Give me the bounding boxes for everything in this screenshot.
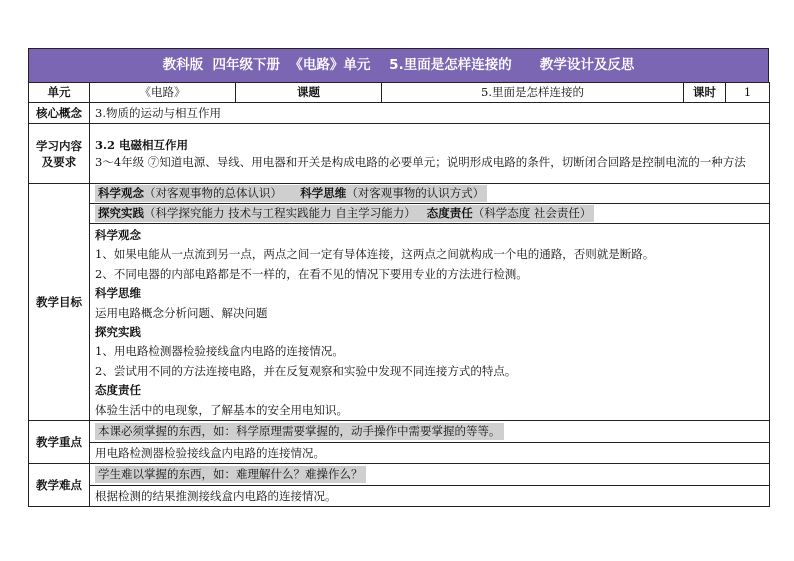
header-science-concept-desc: （对客观事物的总体认识） <box>144 186 282 200</box>
header-inquiry-practice-desc: （科学探究能力 技术与工程实践能力 自主学习能力） <box>144 206 416 220</box>
goals-label: 教学目标 <box>29 184 90 421</box>
lesson-plan-table <box>28 82 770 507</box>
header-science-thinking-desc: （对客观事物的认识方式） <box>346 186 485 200</box>
difficulties-hint-cell <box>90 464 770 486</box>
goals-header-1-highlight <box>95 185 487 202</box>
key-points-value: 用电路检测器检验接线盒内电路的连接情况。 <box>90 443 770 464</box>
requirements-label-line-1: 学习内容 <box>36 138 82 153</box>
unit-value: 《电路》 <box>90 83 236 103</box>
goal-section-title-attitude: 态度责任 <box>95 383 141 398</box>
goal-attitude-item-1: 体验生活中的电现象，了解基本的安全用电知识。 <box>95 402 348 417</box>
goal-section-title-concept: 科学观念 <box>95 228 141 242</box>
difficulties-value-row <box>29 486 770 507</box>
requirements-label-line-2: 及要求 <box>41 154 77 169</box>
goal-concept-item-1: 1、如果电能从一点流到另一点，两点之间一定有导体连接，这两点之间就构成一个电的通路，否则就是断路。 <box>95 247 655 262</box>
header-inquiry-practice: 探究实践 <box>98 206 144 220</box>
key-points-hint: 本课必须掌握的东西，如：科学原理需要掌握的，动手操作中需要掌握的等等。 <box>95 423 504 440</box>
banner-title: 教科版 四年级下册 《电路》单元 5.里面是怎样连接的 教学设计及反思 <box>28 48 769 82</box>
lesson-plan-sheet <box>28 48 769 507</box>
period-value: 1 <box>726 83 770 103</box>
goal-section-title-practice: 探究实践 <box>95 325 141 340</box>
unit-label: 单元 <box>29 83 90 103</box>
requirements-standard: 3.2 电磁相互作用 <box>95 137 189 152</box>
goals-detail-row <box>29 224 770 421</box>
core-concept-row <box>29 103 770 124</box>
goals-header-row-1 <box>29 184 770 204</box>
difficulties-hint: 学生难以掌握的东西，如：难理解什么？难操作么？ <box>95 466 366 483</box>
goal-concept-item-2: 2、不同电器的内部电路都是不一样的，在看不见的情况下要用专业的方法进行检测。 <box>95 266 528 281</box>
topic-value: 5.里面是怎样连接的 <box>382 83 684 103</box>
goals-header-2-highlight <box>95 205 594 222</box>
goal-thinking-item-1: 运用电路概念分析问题、解决问题 <box>95 305 268 320</box>
goals-header-row-2 <box>29 204 770 224</box>
topic-label: 课题 <box>236 83 382 103</box>
goal-section-title-thinking: 科学思维 <box>95 286 141 301</box>
requirements-label <box>29 124 90 184</box>
header-attitude-desc: （科学态度 社会责任） <box>472 206 592 220</box>
difficulties-label: 教学难点 <box>29 464 90 507</box>
goal-practice-item-2: 2、尝试用不同的方法连接电路，并在反复观察和实验中发现不同连接方式的特点。 <box>95 363 517 378</box>
key-points-hint-cell <box>90 421 770 443</box>
header-science-thinking: 科学思维 <box>300 186 347 200</box>
info-row <box>29 83 770 103</box>
requirements-detail: 3～4年级 ⑦知道电源、导线、用电器和开关是构成电路的必要单元；说明形成电路的条件，切断闭合回路是控制电流的一种方法 <box>95 154 746 169</box>
goals-header-1 <box>90 184 770 204</box>
period-label: 课时 <box>684 83 726 103</box>
key-points-label: 教学重点 <box>29 421 90 464</box>
header-attitude: 态度责任 <box>426 206 473 220</box>
core-concept-label: 核心概念 <box>29 103 90 124</box>
goals-detail <box>90 224 770 421</box>
requirements-row <box>29 124 770 184</box>
goal-practice-item-1: 1、用电路检测器检验接线盒内电路的连接情况。 <box>95 344 344 359</box>
key-points-hint-row <box>29 421 770 443</box>
key-points-value-row <box>29 443 770 464</box>
core-concept-value: 3.物质的运动与相互作用 <box>90 103 770 124</box>
requirements-content <box>90 124 770 184</box>
difficulties-hint-row <box>29 464 770 486</box>
header-science-concept: 科学观念 <box>98 186 144 200</box>
difficulties-value: 根据检测的结果推测接线盒内电路的连接情况。 <box>90 486 770 507</box>
goals-header-2 <box>90 204 770 224</box>
